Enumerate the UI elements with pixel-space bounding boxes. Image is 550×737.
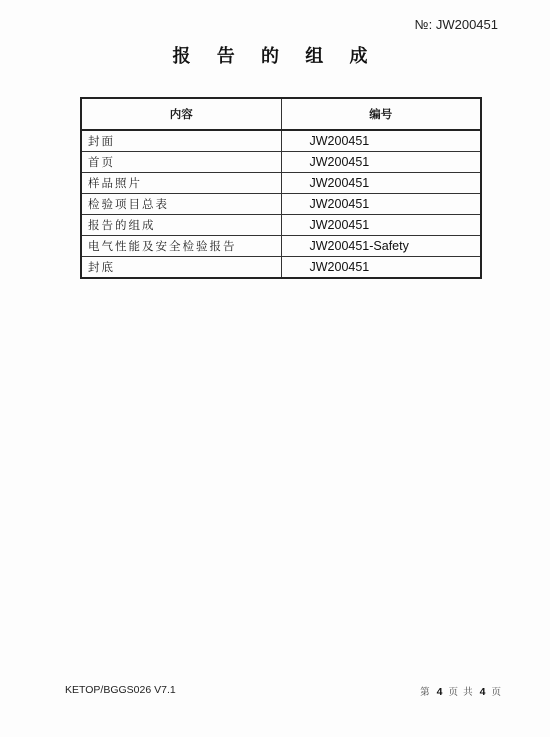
table-header-row	[81, 98, 481, 130]
page-indicator	[420, 684, 502, 698]
row-number-cell: JW200451-Safety	[281, 236, 481, 257]
page-total: 4	[479, 686, 486, 698]
row-content-cell: 报告的组成	[81, 215, 281, 236]
row-content-cell: 封面	[81, 130, 281, 152]
page-title: 报 告 的 组 成	[172, 46, 378, 67]
table-row	[81, 130, 481, 152]
row-content-cell: 电气性能及安全检验报告	[81, 236, 281, 257]
row-number-cell: JW200451	[281, 152, 481, 173]
page-prefix: 第	[420, 687, 431, 698]
row-content-cell: 封底	[81, 257, 281, 279]
table-row	[81, 236, 481, 257]
table-row	[81, 194, 481, 215]
row-content-cell: 首页	[81, 152, 281, 173]
row-number-cell: JW200451	[281, 173, 481, 194]
table-row	[81, 152, 481, 173]
row-content-cell: 检验项目总表	[81, 194, 281, 215]
column-header-number: 编号	[281, 98, 481, 130]
table-row	[81, 215, 481, 236]
report-number: №: JW200451	[414, 17, 498, 32]
row-number-cell: JW200451	[281, 130, 481, 152]
table-row	[81, 257, 481, 279]
row-number-cell: JW200451	[281, 194, 481, 215]
composition-table	[80, 97, 482, 279]
table-row	[81, 173, 481, 194]
column-header-content: 内容	[81, 98, 281, 130]
form-code: KETOP/BGGS026 V7.1	[65, 684, 176, 696]
page-mid: 页 共	[448, 687, 474, 698]
page-current: 4	[436, 686, 443, 698]
page-suffix: 页	[491, 687, 502, 698]
row-number-cell: JW200451	[281, 215, 481, 236]
row-content-cell: 样品照片	[81, 173, 281, 194]
row-number-cell: JW200451	[281, 257, 481, 279]
